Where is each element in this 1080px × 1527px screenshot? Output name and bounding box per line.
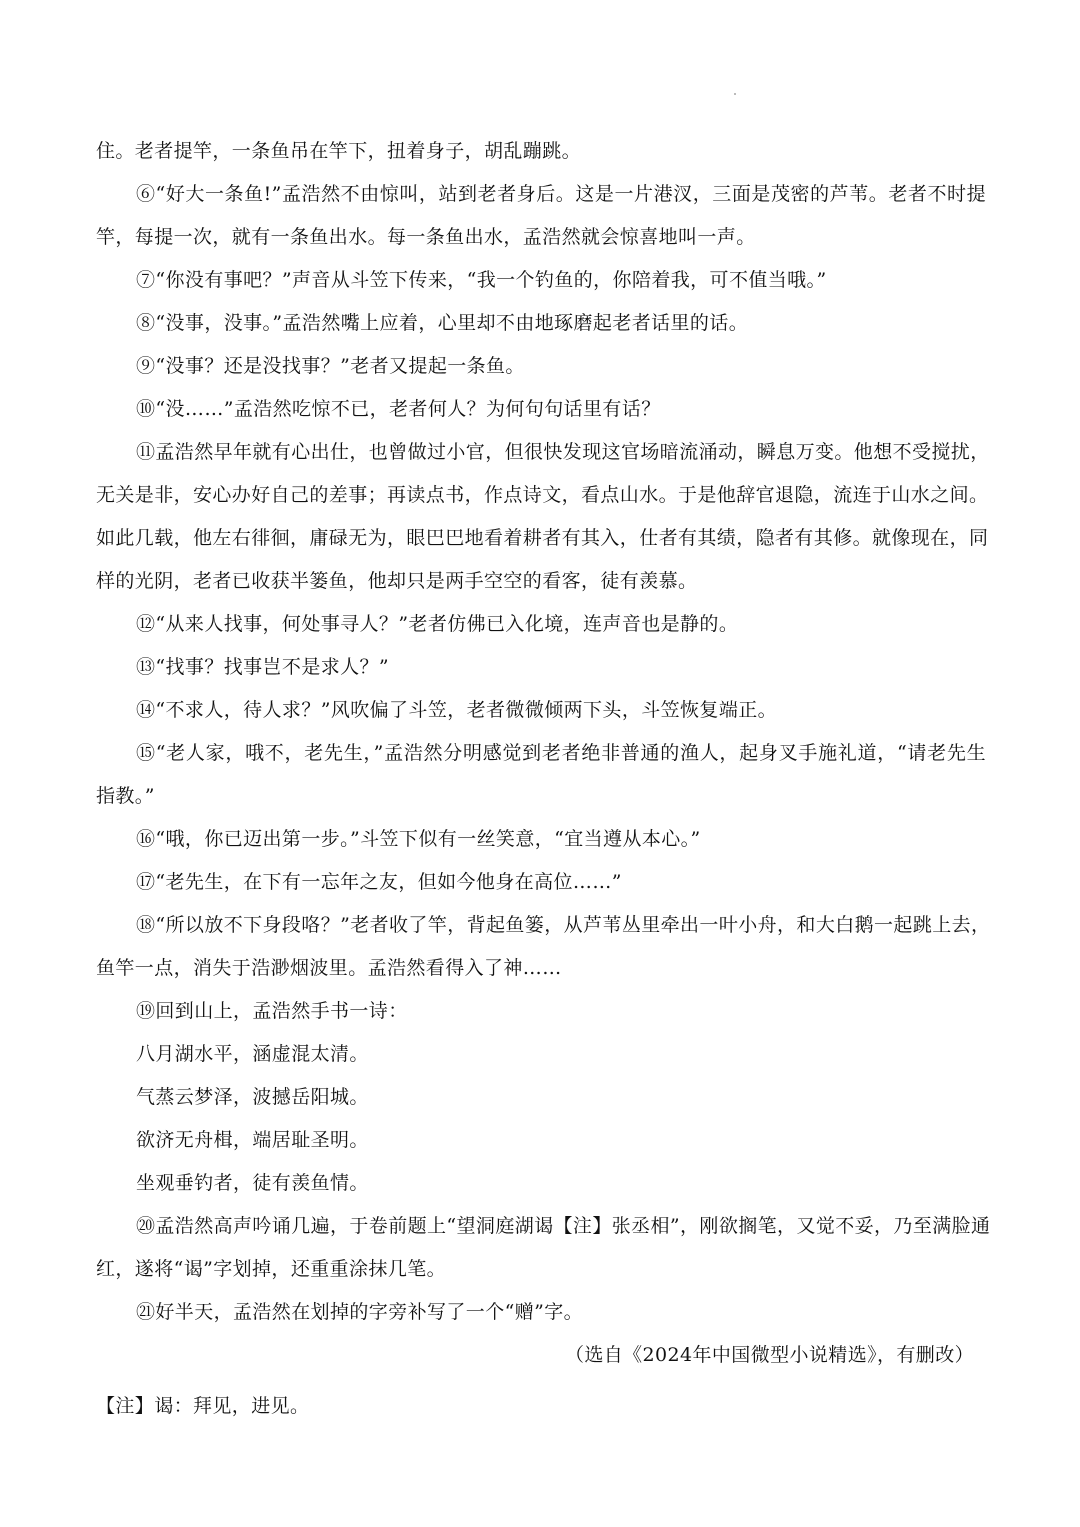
paragraph-14: ⑭“不求人，待人求？”风吹偏了斗笠，老者微微倾两下头，斗笠恢复端正。	[136, 699, 778, 721]
poem-line: 八月湖水平，涵虚混太清。	[136, 1043, 369, 1065]
poem-line: 气蒸云梦泽，波撼岳阳城。	[136, 1086, 369, 1108]
paragraph-13: ⑬“找事？找事岂不是求人？”	[136, 656, 390, 678]
footnote: 【注】谒：拜见，进见。	[96, 1395, 310, 1417]
paragraph-11-line-3: 如此几载，他左右徘徊，庸碌无为，眼巴巴地看着耕者有其入，仕者有其绩，隐者有其修。就像现在，同	[96, 527, 989, 549]
paragraph-11-line-4: 样的光阴，老者已收获半篓鱼，他却只是两手空空的看客，徒有羡慕。	[96, 570, 698, 592]
paragraph-15-line-2: 指教。”	[96, 785, 155, 807]
paragraph-6-line-2: 竿，每提一次，就有一条鱼出水。每一条鱼出水，孟浩然就会惊喜地叫一声。	[96, 226, 756, 248]
paragraph-16: ⑯“哦，你已迈出第一步。”斗笠下似有一丝笑意，“宜当遵从本心。”	[136, 828, 701, 850]
paragraph-20-line-1: ⑳孟浩然高声吟诵几遍，于卷前题上“望洞庭湖谒【注】张丞相”，刚欲搁笔，又觉不妥，乃至满脸通	[136, 1215, 991, 1237]
paragraph-12: ⑫“从来人找事，何处事寻人？”老者仿佛已入化境，连声音也是静的。	[136, 613, 739, 635]
poem-line: 坐观垂钓者，徒有羡鱼情。	[136, 1172, 369, 1194]
paragraph-9: ⑨“没事？还是没找事？”老者又提起一条鱼。	[136, 355, 525, 377]
source-citation: （选自《2024年中国微型小说精选》，有删改）	[564, 1344, 974, 1366]
paragraph-11-line-1: ⑪孟浩然早年就有心出仕，也曾做过小官，但很快发现这官场暗流涌动，瞬息万变。他想不受搅扰，	[136, 441, 990, 463]
poem-line: 欲济无舟楫，端居耻圣明。	[136, 1129, 369, 1151]
paragraph-18-line-1: ⑱“所以放不下身段咯？”老者收了竿，背起鱼篓，从芦苇丛里牵出一叶小舟，和大白鹅一起跳上去，	[136, 914, 991, 936]
paragraph-18-line-2: 鱼竿一点，消失于浩渺烟波里。孟浩然看得入了神……	[96, 957, 562, 979]
paragraph-21: ㉑好半天，孟浩然在划掉的字旁补写了一个“赠”字。	[136, 1301, 584, 1323]
paragraph-10: ⑩“没……”孟浩然吃惊不已，老者何人？为何句句话里有话？	[136, 398, 661, 420]
paragraph-11-line-2: 无关是非，安心办好自己的差事；再读点书，作点诗文，看点山水。于是他辞官退隐，流连于山水之间。	[96, 484, 989, 506]
paragraph-15-line-1: ⑮“老人家，哦不，老先生，”孟浩然分明感觉到老者绝非普通的渔人，起身叉手施礼道，“请老先生	[136, 742, 986, 764]
paragraph-7: ⑦“你没有事吧？”声音从斗笠下传来，“我一个钓鱼的，你陪着我，可不值当哦。”	[136, 269, 827, 291]
paragraph-19: ⑲回到山上，孟浩然手书一诗：	[136, 1000, 408, 1022]
paragraph-20-line-2: 红，遂将“谒”字划掉，还重重涂抹几笔。	[96, 1258, 447, 1280]
paragraph-6-line-1: ⑥“好大一条鱼!”孟浩然不由惊叫，站到老者身后。这是一片港汊，三面是茂密的芦苇。老者不时提	[136, 183, 986, 205]
opening-line: 住。老者提竿，一条鱼吊在竿下，扭着身子，胡乱蹦跳。	[96, 140, 582, 162]
paragraph-8: ⑧“没事，没事。”孟浩然嘴上应着，心里却不由地琢磨起老者话里的话。	[136, 312, 749, 334]
document-page	[96, 130, 991, 1428]
scan-speck	[734, 93, 736, 95]
paragraph-17: ⑰“老先生，在下有一忘年之友，但如今他身在高位……”	[136, 871, 622, 893]
